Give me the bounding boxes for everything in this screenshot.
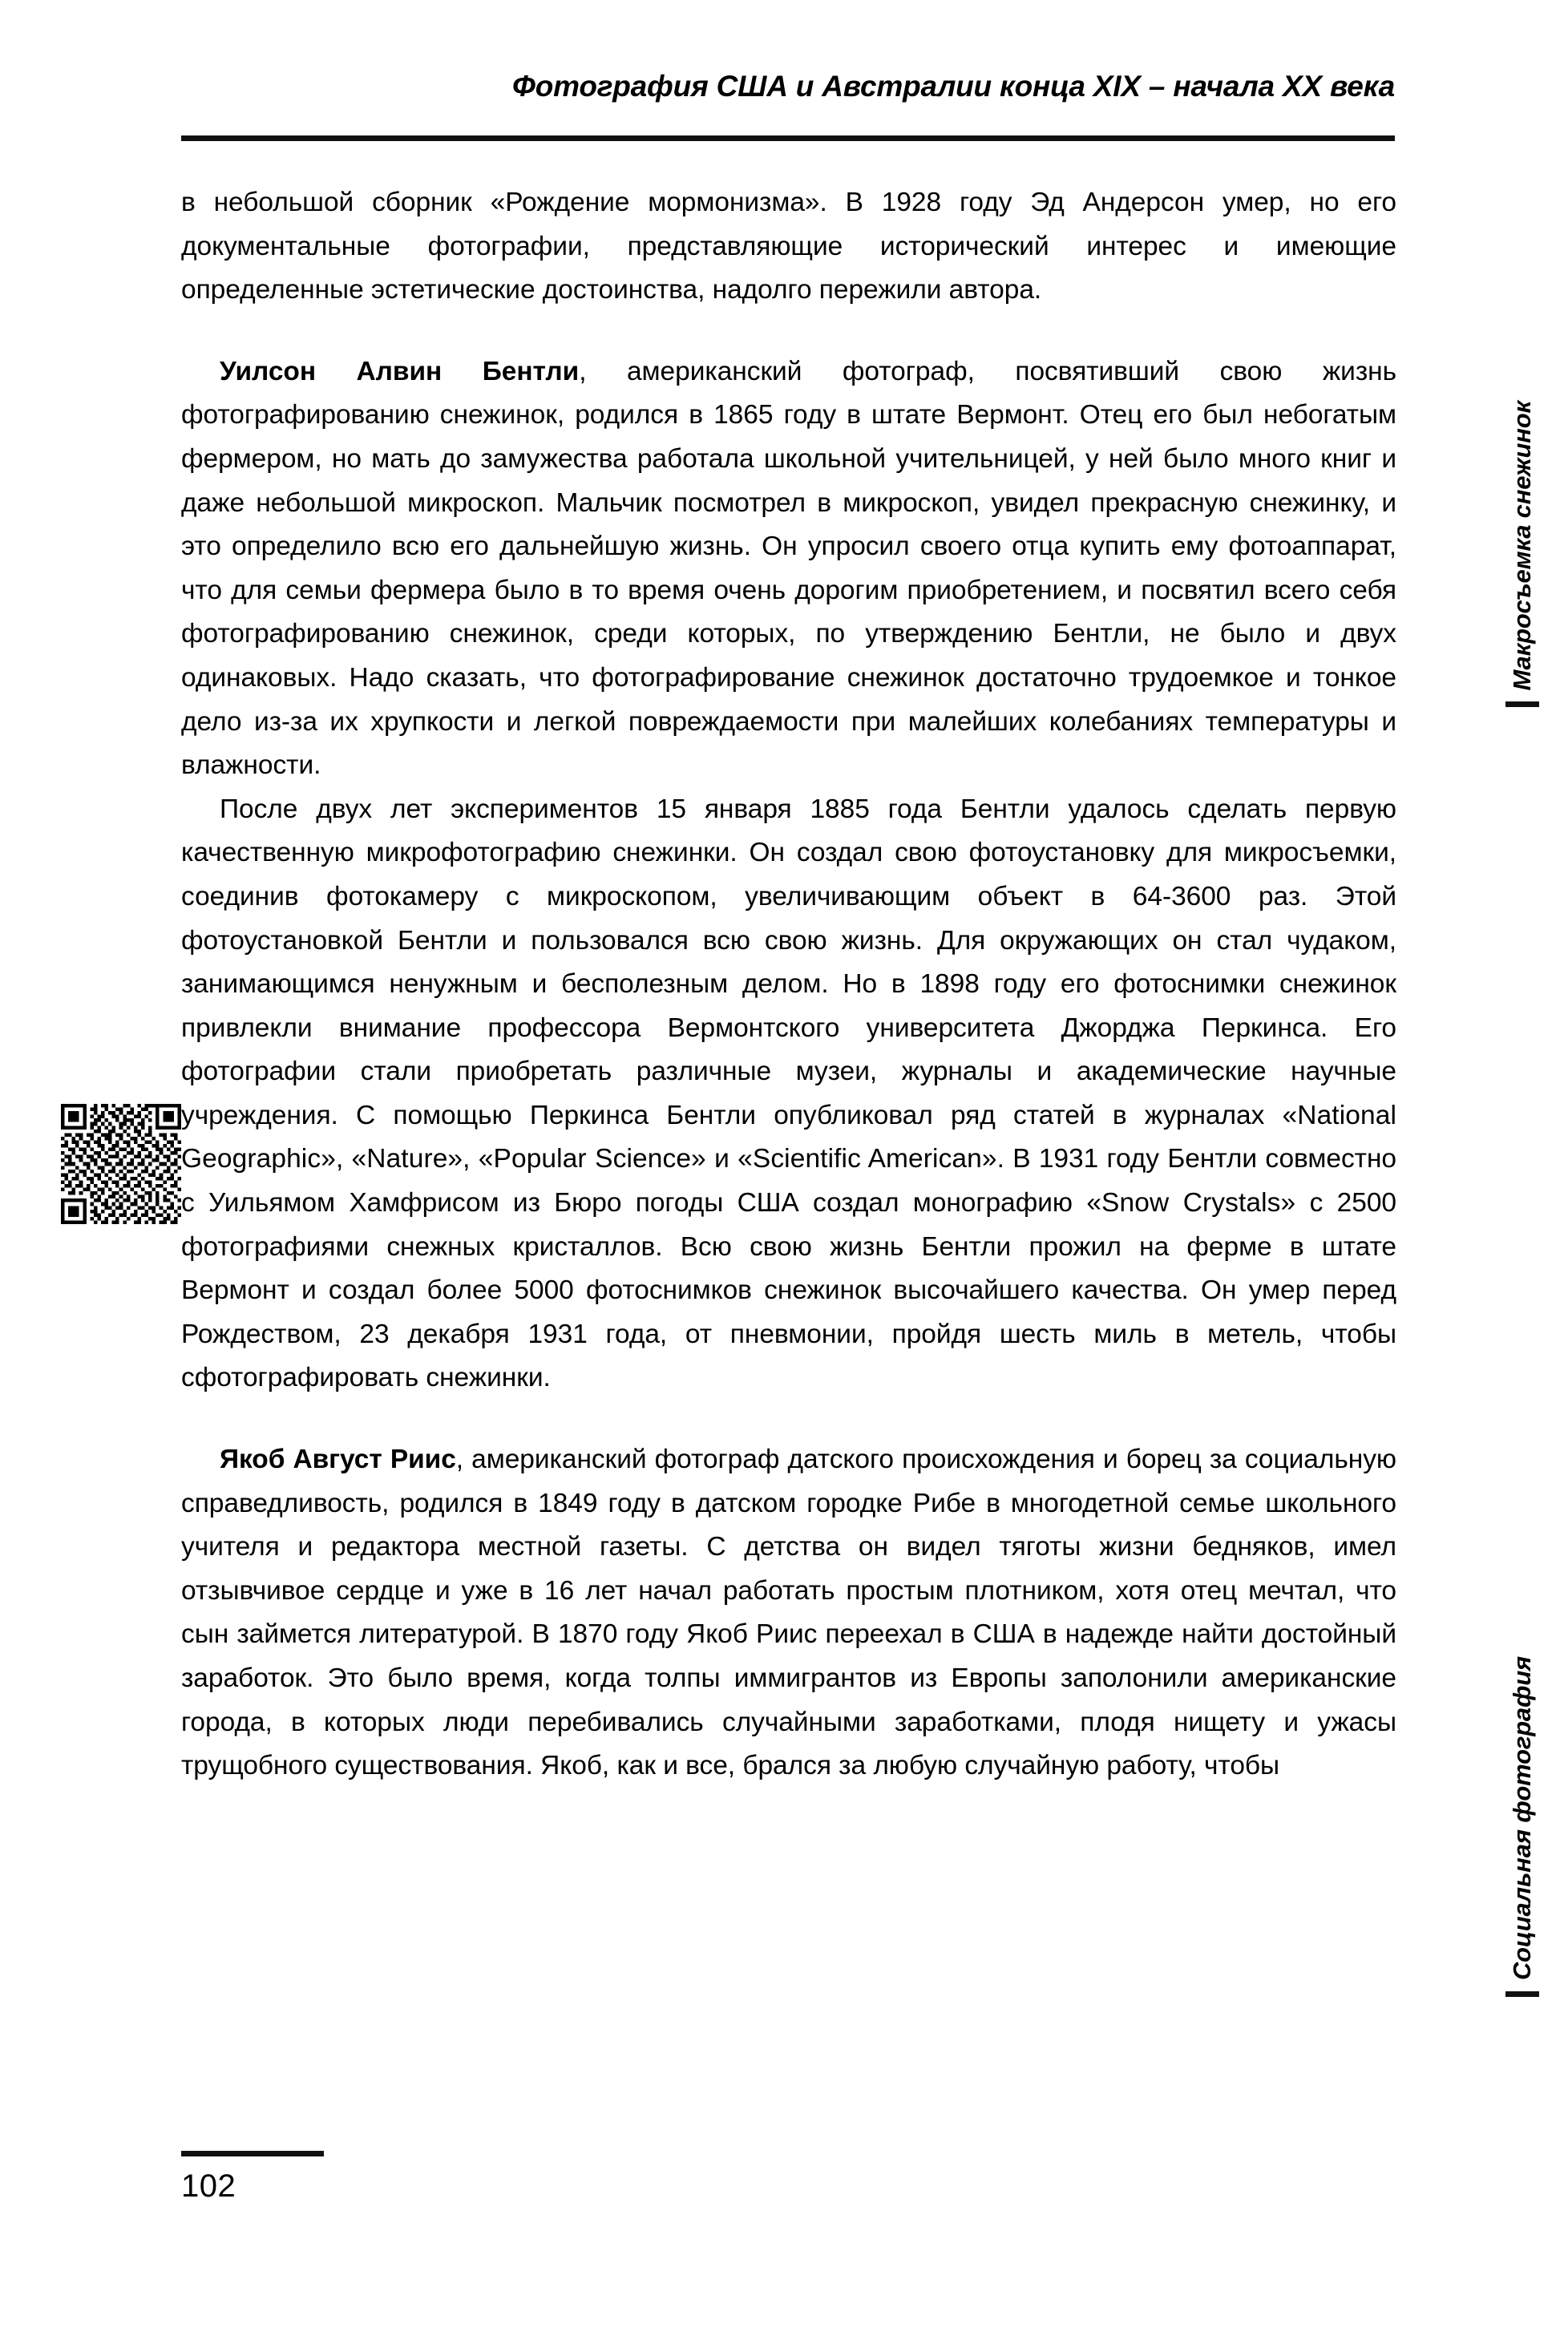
- person-name-riis: Якоб Август Риис: [220, 1445, 456, 1475]
- side-tab-label: Макросъемка снежинок: [1508, 401, 1536, 691]
- bentley-career-middle: . В 1931 году Бентли совместно с Уильямом Хамфрисом из Бюро погоды США создал монографию: [181, 1144, 1396, 1219]
- journal-scientific-american: «Scientific American»: [738, 1144, 997, 1174]
- paragraph-anderson: в небольшой сборник «Рождение мормонизма». В 1928 году Эд Андерсон умер, но его документальные фотографии, представляющие исторический интерес и имеющие определенные эстетические достоинства, надолго пережили автора.: [181, 188, 1396, 305]
- journal-popular-science: «Popular Science»: [478, 1144, 706, 1174]
- bentley-career-start: После двух лет экспериментов 15 января 1885 года Бентли удалось сделать первую качественную микрофотографию снежинки. Он создал свою фотоустановку для микросъемки, соединив фотокамеру с микроскопом, увеличивающим объект в 64-3600 раз. Этой фотоустановкой Бентли и пользовался всю свою жизнь. Для окружающих он стал чудаком, занимающимся ненужным и бесполезным делом. Но в 1898 году его фотоснимки снежинок привлекли внимание профессора Вермонтского университета Джорджа Перкинса. Его фотографии стали приобретать различные музеи, журналы и академические научные учреждения. С помощью Перкинса Бентли опубликовал ряд статей в журналах: [181, 794, 1396, 1130]
- paragraph-bentley-career: [181, 788, 1396, 1400]
- side-tab-social-photography: [1504, 1656, 1541, 1997]
- body-text-column: [181, 181, 1396, 1788]
- separator-3: и: [705, 1144, 738, 1174]
- page-number: 102: [181, 2168, 236, 2204]
- bentley-career-end: с 2500 фотографиями снежных кристаллов. Всю свою жизнь Бентли прожил на ферме в штате Вермонт и создал более 5000 фотоснимков снежинок высочайшего качества. Он умер перед Рождеством, 23 декабря 1931 года, от пневмонии, пройдя шесть миль в метель, чтобы сфотографировать снежинки.: [181, 1188, 1397, 1393]
- paragraph-bentley-intro: [181, 350, 1396, 788]
- side-tab-macro-snowflakes: [1504, 401, 1541, 707]
- header-rule: [181, 135, 1395, 141]
- qr-code: [61, 1104, 181, 1224]
- paragraph-bentley-intro-text: , американский фотограф, посвятивший свою жизнь фотографированию снежинок, родился в 1865 году в штате Вермонт. Отец его был небогатым фермером, но мать до замужества работала школьной учительницей, у ней было много книг и даже небольшой микроскоп. Мальчик посмотрел в микроскоп, увидел прекрасную снежинку, и это определило всю его дальнейшую жизнь. Он упросил своего отца купить ему фотоаппарат, что для семьи фермера было в то время очень дорогим приобретением, и посвятил всего себя фотографированию снежинок, среди которых, по утверждению Бентли, не было и двух одинаковых. Надо сказать, что фотографирование снежинок достаточно трудоемкое и тонкое дело из-за их хрупкости и легкой повреждаемости при малейших колебаниях температуры и влажности.: [181, 356, 1397, 781]
- separator-2: ,: [463, 1144, 479, 1174]
- side-tab-rule: [1505, 1991, 1539, 1997]
- separator-1: ,: [335, 1144, 352, 1174]
- journal-national-geographic: «National Geographic»: [181, 1100, 1396, 1174]
- person-name-bentley: Уилсон Алвин Бентли: [220, 356, 580, 386]
- running-head: Фотография США и Австралии конца XIX – начала XX века: [512, 70, 1395, 103]
- journal-nature: «Nature»: [351, 1144, 463, 1174]
- paragraph-riis: [181, 1438, 1396, 1788]
- monograph-snow-crystals: «Snow Crystals»: [1086, 1188, 1296, 1219]
- footer-rule: [181, 2151, 324, 2156]
- side-tab-rule: [1505, 701, 1539, 707]
- paragraph-riis-text: , американский фотограф датского происхождения и борец за социальную справедливость, родился в 1849 году в датском городке Рибе в многодетной семье школьного учителя и редактора местной газеты. С детства он видел тяготы жизни бедняков, имел отзывчивое сердце и уже в 16 лет начал работать простым плотником, хотя отец мечтал, что сын займется литературой. В 1870 году Якоб Риис переехал в США в надежде найти достойный заработок. Это было время, когда толпы иммигрантов из Европы заполонили американские города, в которых люди перебивались случайными заработками, плодя нищету и ужасы трущобного существования. Якоб, как и все, брался за любую случайную работу, чтобы: [181, 1445, 1396, 1781]
- side-tab-label: Социальная фотография: [1508, 1656, 1536, 1981]
